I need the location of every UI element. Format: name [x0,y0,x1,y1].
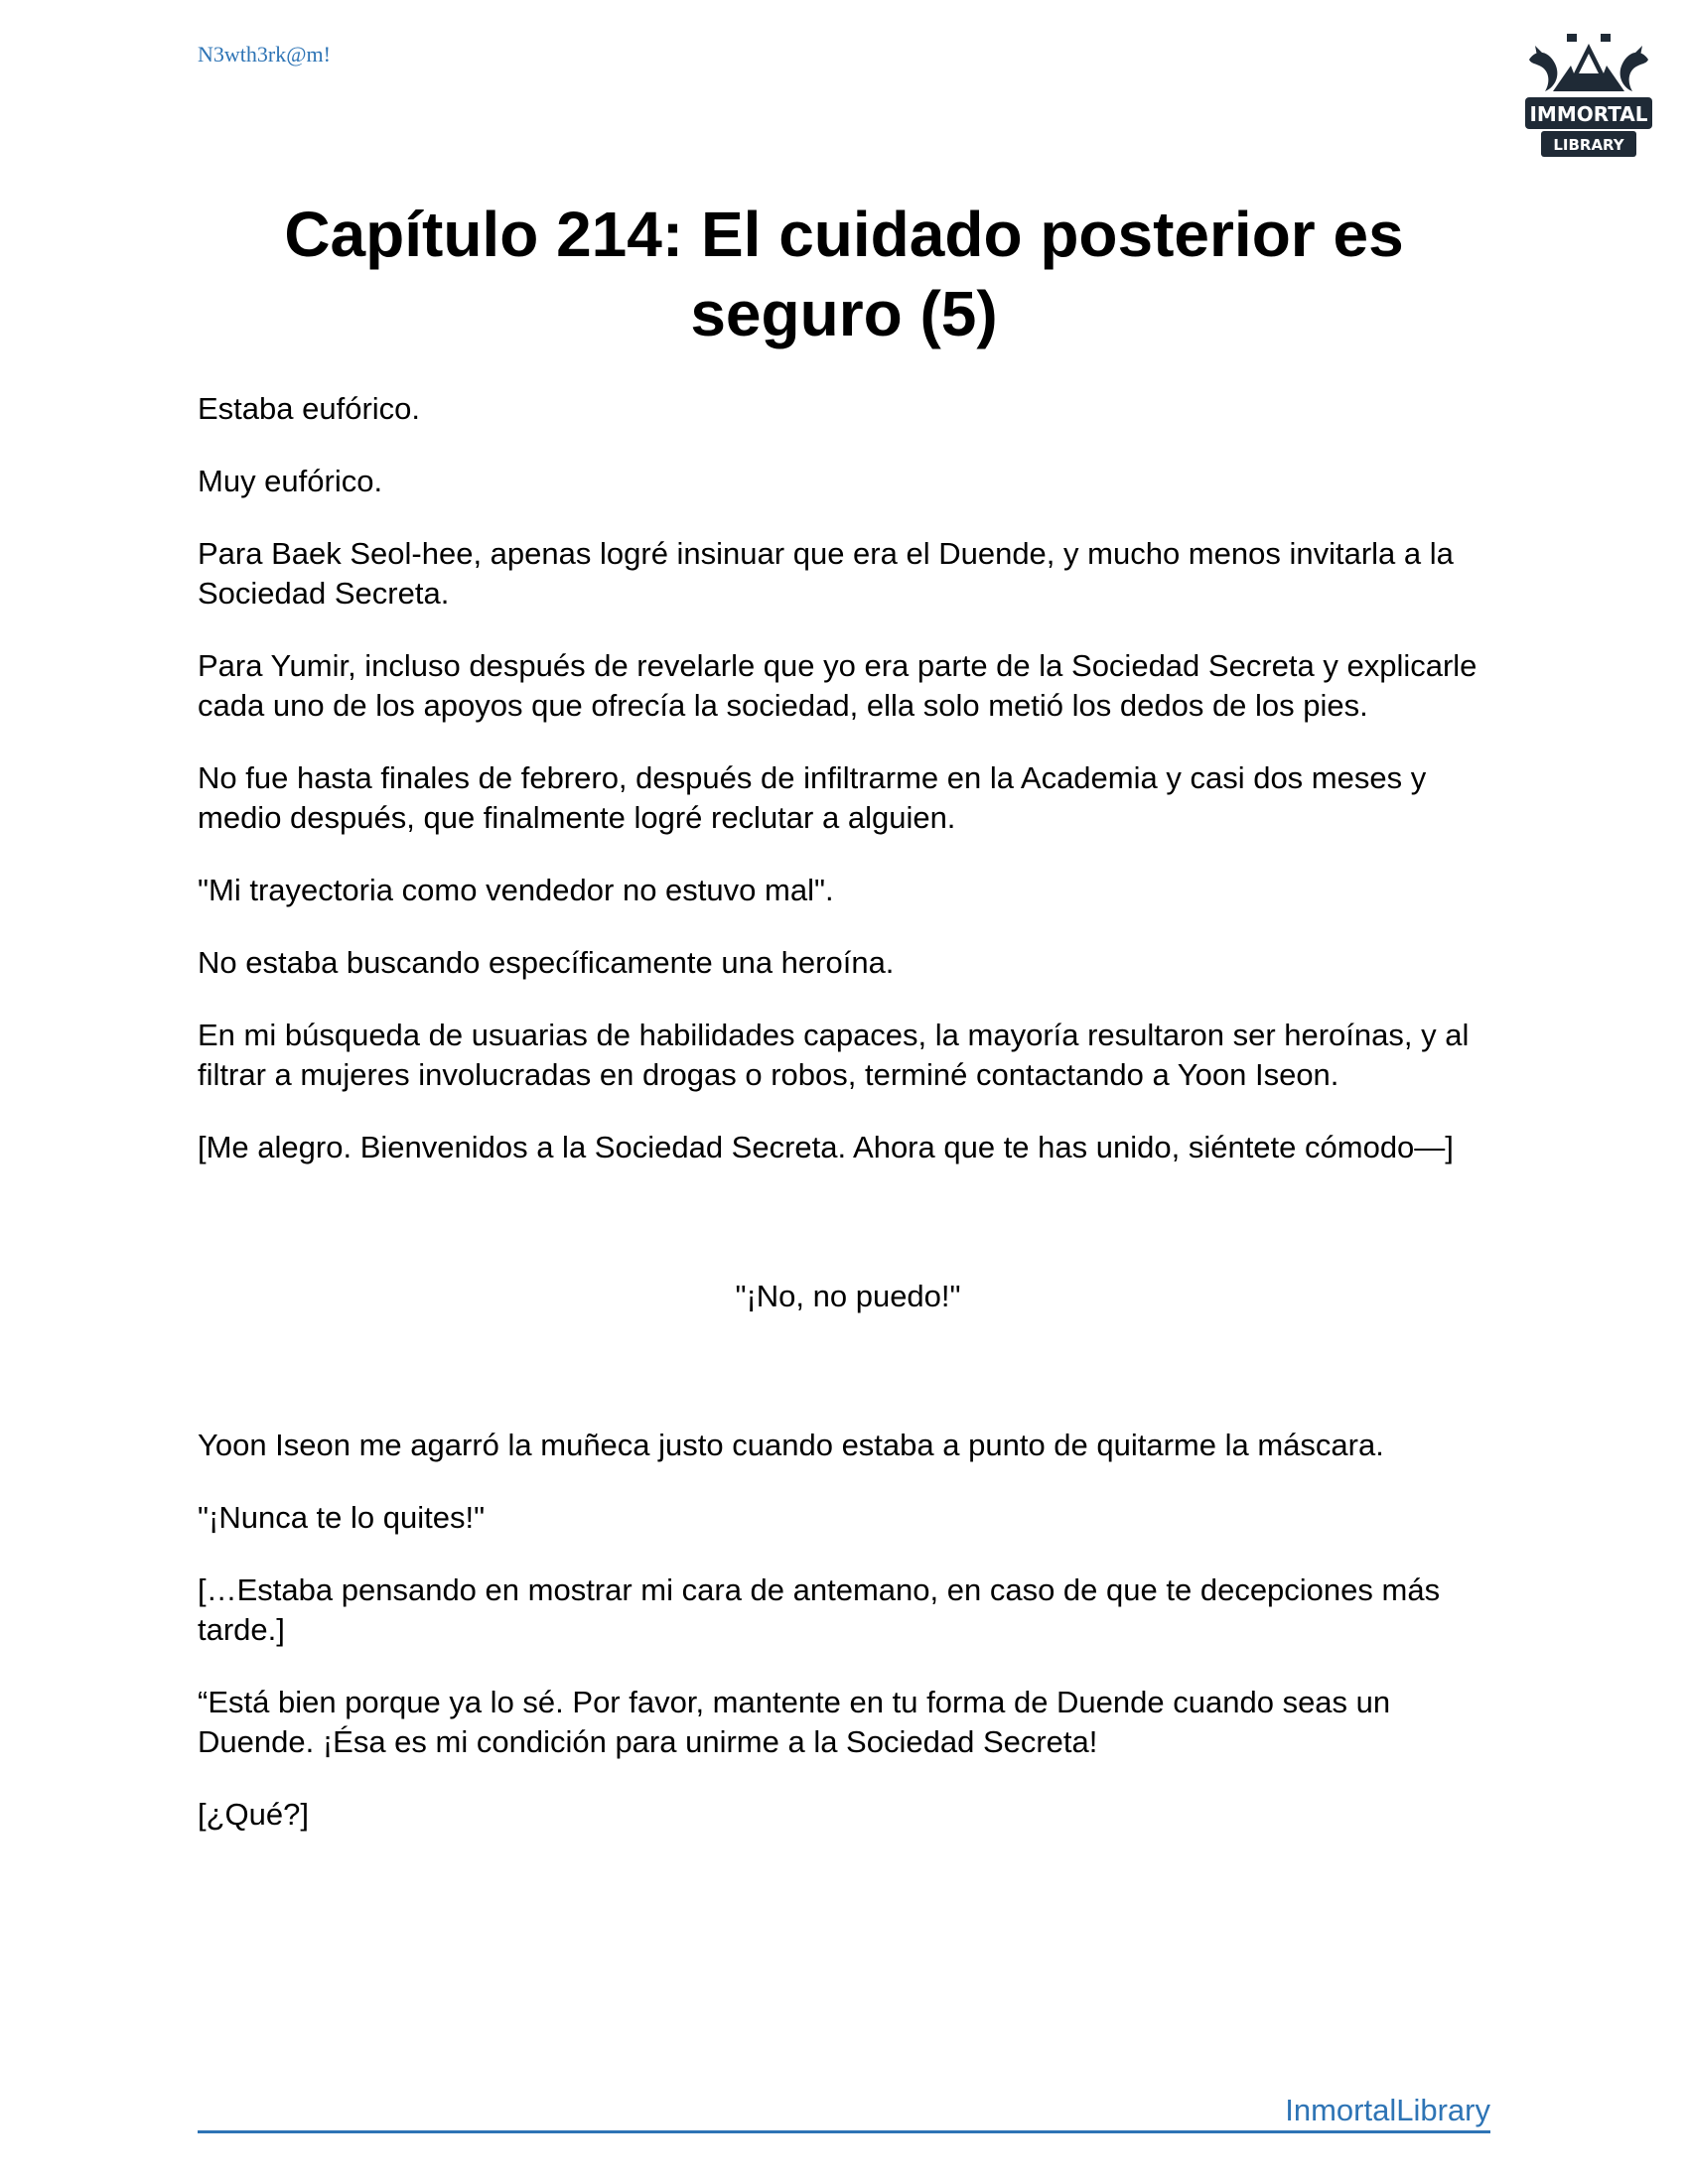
watermark: N3wth3rk@m! [198,42,331,67]
paragraph: Estaba eufórico. [198,391,421,426]
footer-library-link[interactable]: InmortalLibrary [1285,2093,1490,2127]
paragraph: No estaba buscando específicamente una heroína. [198,945,895,980]
logo-line2: LIBRARY [1553,136,1624,154]
chapter-title-line1: Capítulo 214: El cuidado posterior es [284,199,1404,270]
paragraph: [Me alegro. Bienvenidos a la Sociedad Secreta. Ahora que te has unido, siéntete cómodo—] [198,1130,1454,1164]
paragraph-centered: "¡No, no puedo!" [735,1279,961,1313]
paragraph: [¿Qué?] [198,1797,309,1832]
immortal-library-logo [1515,30,1662,167]
chapter-title-line2: seguro (5) [690,278,998,349]
chapter-title [198,195,1490,353]
paragraph: "Mi trayectoria como vendedor no estuvo mal". [198,873,834,907]
paragraph: "¡Nunca te lo quites!" [198,1500,486,1535]
paragraph: […Estaba pensando en mostrar mi cara de antemano, en caso de que te decepciones más tarde.] [198,1572,1441,1647]
footer-divider [198,2130,1490,2133]
dragon-emblem-icon [1529,34,1648,91]
paragraph: No fue hasta finales de febrero, después de infiltrarme en la Academia y casi dos meses y medio después, que finalmente logré reclutar a alguien. [198,760,1427,835]
paragraph: Yoon Iseon me agarró la muñeca justo cuando estaba a punto de quitarme la máscara. [198,1428,1384,1462]
paragraph: En mi búsqueda de usuarias de habilidades capaces, la mayoría resultaron ser heroínas, y al filtrar a mujeres involucradas en drogas o robos, terminé contactando a Yoon Iseon. [198,1018,1470,1092]
paragraph: Para Baek Seol-hee, apenas logré insinuar que era el Duende, y mucho menos invitarla a la Sociedad Secreta. [198,536,1454,611]
paragraph: Para Yumir, incluso después de revelarle que yo era parte de la Sociedad Secreta y explicarle cada uno de los apoyos que ofrecía la sociedad, ella solo metió los dedos de los pies. [198,648,1477,723]
paragraph: “Está bien porque ya lo sé. Por favor, mantente en tu forma de Duende cuando seas un Duende. ¡Ésa es mi condición para unirme a la Sociedad Secreta! [198,1685,1391,1759]
paragraph: Muy eufórico. [198,464,383,498]
logo-line1: IMMORTAL [1529,102,1648,126]
chapter-body [198,389,1498,1867]
